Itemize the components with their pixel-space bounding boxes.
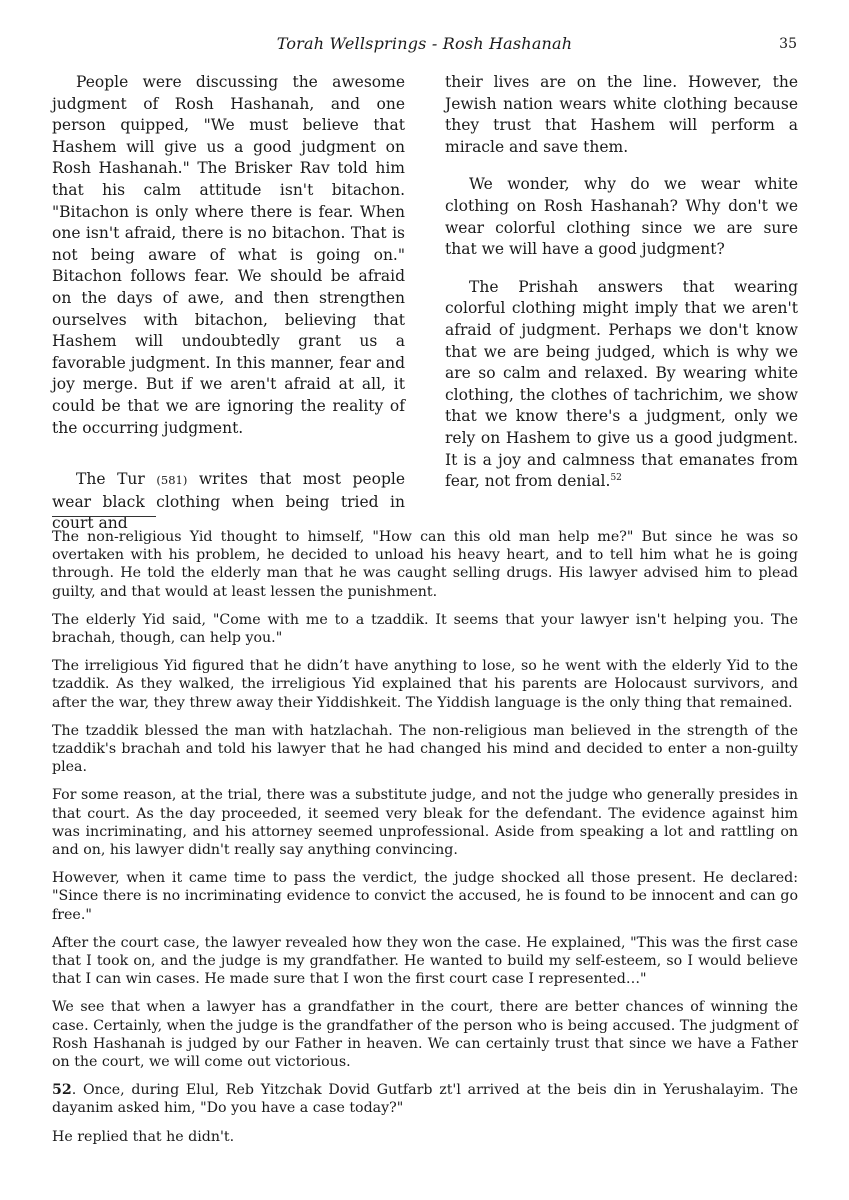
footnote-paragraph-6: However, when it came time to pass the verdict, the judge shocked all those present. He declared: "Since there is no incriminating evidence to convict the accused, he is found to be innocent and can go free." [52, 870, 798, 923]
left-paragraph-2-text-a: The Tur [76, 470, 157, 489]
right-paragraph-2: We wonder, why do we wear white clothing on Rosh Hashanah? Why don't we wear colorful clothing since we are sure that we will have a good judgment? [445, 175, 798, 259]
footnote-52-text: . Once, during Elul, Reb Yitzchak Dovid Gutfarb zt'l arrived at the beis din in Yerushalayim. The dayanim asked him, "Do you have a case today?" [52, 1082, 798, 1117]
footnote-52 [52, 1081, 798, 1117]
footnote-paragraph-8: We see that when a lawyer has a grandfather in the court, there are better chances of winning the case. Certainly, when the judge is the grandfather of the person who is being accused. The judgment of Rosh Hashanah is judged by our Father in heaven. We can certainly trust that since we have a Father on the court, we will come out victorious. [52, 999, 798, 1071]
page-number: 35 [779, 36, 797, 52]
footnote-paragraph-4: The tzaddik blessed the man with hatzlachah. The non-religious man believed in the strength of the tzaddik's brachah and told his lawyer that he had changed his mind and decided to enter a non-guilty plea. [52, 722, 798, 776]
footnote-paragraph-2: The elderly Yid said, "Come with me to a tzaddik. It seems that your lawyer isn't helping you. The brachah, though, can help you." [52, 611, 798, 647]
right-column [445, 72, 798, 493]
footnotes-section [52, 528, 798, 1146]
running-header [52, 34, 797, 56]
right-paragraph-3 [445, 277, 798, 493]
footnote-paragraph-10: He replied that he didn't. [52, 1128, 235, 1145]
footnote-paragraph-1: The non-religious Yid thought to himself, "How can this old man help me?" But since he was so overtaken with his problem, he decided to unload his heavy heart, and to tell him what he is going through. He told the elderly man that he was caught selling drugs. His lawyer advised him to plead guilty, and that would at least lessen the punishment. [52, 529, 798, 600]
footnote-52-number: 52 [52, 1082, 72, 1099]
right-paragraph-3-text: The Prishah answers that wearing colorful clothing might imply that we aren't afraid of judgment. Perhaps we don't know that we are being judged, which is why we are so calm and relaxed. By wearing white clothing, the clothes of tachrichim, we show that we know there's a judgment, only we rely on Hashem to give us a good judgment. It is a joy and calmness that emanates from fear, not from denial. [445, 277, 798, 491]
source-reference: (581) [156, 473, 188, 488]
footnote-paragraph-7: After the court case, the lawyer revealed how they won the case. He explained, "This was the first case that I took on, and the judge is my grandfather. He wanted to build my self-esteem, so I would believe that I can win cases. He made sure that I won the first court case I represented…" [52, 934, 798, 988]
body-columns [52, 72, 798, 533]
footnote-marker-52[interactable]: 52 [610, 472, 622, 483]
footnote-paragraph-3: The irreligious Yid figured that he didn’t have anything to lose, so he went with the elderly Yid to the tzaddik. As they walked, the irreligious Yid explained that his parents are Holocaust survivors, and after the war, they threw away their Yiddishkeit. The Yiddish language is the only thing that remained. [52, 658, 798, 711]
running-header-title: Torah Wellsprings - Rosh Hashanah [276, 34, 573, 53]
left-paragraph-2-text-b: writes that most people wear black clothing when being tried in court and [52, 470, 405, 533]
right-paragraph-1: their lives are on the line. However, the Jewish nation wears white clothing because they trust that Hashem will perform a miracle and save them. [445, 73, 798, 156]
left-paragraph-1: People were discussing the awesome judgment of Rosh Hashanah, and one person quipped, "We must believe that Hashem will give us a good judgment on Rosh Hashanah." The Brisker Rav told him that his calm attitude isn't bitachon. "Bitachon is only where there is fear. When one isn't afraid, there is no bitachon. That is not being aware of what is going on." Bitachon follows fear. We should be afraid on the days of awe, and then strengthen ourselves with bitachon, believing that Hashem will undoubtedly grant us a favorable judgment. In this manner, fear and joy merge. But if we aren't afraid at all, it could be that we are ignoring the reality of the occurring judgment. [52, 73, 405, 437]
left-column [52, 72, 405, 535]
footnote-separator [52, 516, 156, 517]
left-paragraph-2 [52, 469, 405, 535]
footnote-paragraph-5: For some reason, at the trial, there was a substitute judge, and not the judge who generally presides in that court. As the day proceeded, it seemed very bleak for the defendant. The evidence against him was incriminating, and his attorney seemed unprofessional. Aside from speaking a lot and rattling on and on, his lawyer didn't really say anything convincing. [52, 787, 798, 859]
